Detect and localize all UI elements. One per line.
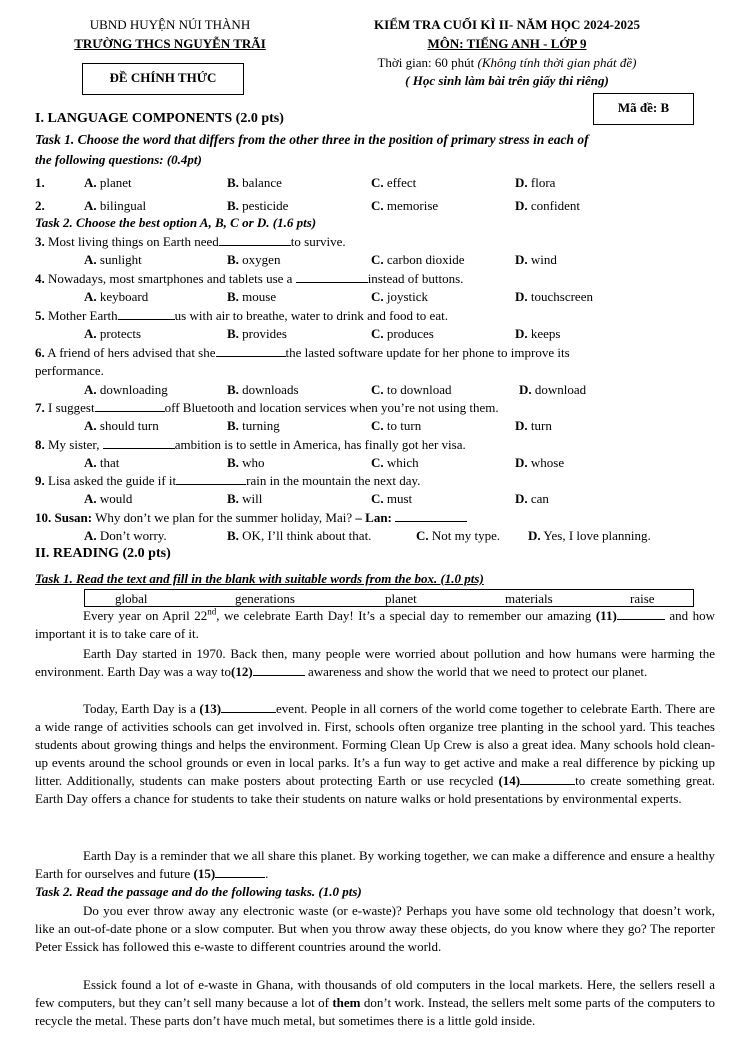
reading-passage-paragraph-2 bbox=[35, 976, 715, 1030]
question-number: 8. bbox=[35, 437, 45, 452]
answer-blank bbox=[296, 270, 368, 283]
question-stem: Most living things on Earth need bbox=[44, 234, 219, 249]
question-4-option-d[interactable] bbox=[515, 288, 593, 306]
reading-paragraph-1 bbox=[35, 607, 715, 643]
question-5 bbox=[35, 307, 448, 325]
option-letter: A. bbox=[84, 382, 97, 397]
question-5-option-c[interactable] bbox=[371, 325, 434, 343]
word-box-item: generations bbox=[235, 591, 295, 606]
option-text: whose bbox=[530, 455, 565, 470]
option-letter: A. bbox=[84, 175, 97, 190]
task1-item-number: 2. bbox=[35, 198, 45, 213]
question-stem: Mother Earth bbox=[44, 308, 118, 323]
option-letter: A. bbox=[84, 528, 97, 543]
blank-15 bbox=[215, 865, 265, 878]
option-letter: C. bbox=[371, 382, 384, 397]
option-letter: B. bbox=[227, 175, 239, 190]
option-text: effect bbox=[386, 175, 417, 190]
question-8-option-d[interactable] bbox=[515, 454, 564, 472]
word-box-item: planet bbox=[385, 591, 417, 606]
time-note: (Không tính thời gian phát đề) bbox=[477, 55, 637, 70]
subject-text: MÔN: TIẾNG ANH - LỚP 9 bbox=[427, 36, 587, 51]
p4-text-a: Earth Day is a reminder that we all share this planet. By working together, we can make a difference and ensure a healthy Earth for ourselves and future bbox=[35, 848, 715, 881]
question-6-option-a[interactable] bbox=[84, 381, 168, 399]
option-text: produces bbox=[386, 326, 434, 341]
reading-task1-title bbox=[35, 570, 484, 588]
reading-paragraph-4 bbox=[35, 847, 715, 883]
question-10-option-d[interactable] bbox=[528, 527, 651, 545]
reading-task2-title: Task 2. Read the passage and do the following tasks. (1.0 pts) bbox=[35, 884, 362, 899]
option-letter: A. bbox=[84, 289, 97, 304]
subject-line bbox=[330, 35, 684, 53]
answer-blank bbox=[219, 233, 291, 246]
q10-speaker1: Susan: bbox=[54, 510, 93, 525]
question-number: 3. bbox=[35, 234, 45, 249]
option-letter: C. bbox=[416, 528, 429, 543]
option-letter: A. bbox=[84, 252, 97, 267]
option-letter: A. bbox=[84, 198, 97, 213]
option-letter: D. bbox=[515, 455, 528, 470]
option-letter: B. bbox=[227, 252, 239, 267]
task1-item-2-option-c[interactable] bbox=[371, 197, 438, 215]
q10-blank bbox=[395, 509, 467, 522]
option-text: must bbox=[386, 491, 413, 506]
option-letter: D. bbox=[515, 418, 528, 433]
question-7-option-c[interactable] bbox=[371, 417, 421, 435]
option-letter: D. bbox=[515, 289, 528, 304]
question-7-option-b[interactable] bbox=[227, 417, 280, 435]
question-8-option-b[interactable] bbox=[227, 454, 265, 472]
question-9-option-c[interactable] bbox=[371, 490, 412, 508]
instruction-line: ( Học sinh làm bài trên giấy thi riêng) bbox=[405, 73, 609, 88]
question-9 bbox=[35, 472, 420, 490]
task1-item-2-option-d[interactable] bbox=[515, 197, 580, 215]
reading-paragraph-2 bbox=[35, 645, 715, 681]
option-letter: C. bbox=[371, 418, 384, 433]
task1-item-number: 1. bbox=[35, 175, 45, 190]
blank-15-number: (15) bbox=[193, 866, 216, 881]
task1-item-1-option-b[interactable] bbox=[227, 174, 282, 192]
option-text: that bbox=[99, 455, 120, 470]
option-text: joystick bbox=[386, 289, 429, 304]
question-9-option-b[interactable] bbox=[227, 490, 262, 508]
r2-bold-word: them bbox=[332, 995, 361, 1010]
option-text: downloads bbox=[242, 382, 299, 397]
blank-12 bbox=[253, 663, 305, 676]
question-stem-end: us with air to breathe, water to drink and food to eat. bbox=[174, 308, 448, 323]
question-number: 6. bbox=[35, 345, 45, 360]
option-letter: D. bbox=[515, 491, 528, 506]
question-10-option-c[interactable] bbox=[416, 527, 500, 545]
answer-blank bbox=[118, 307, 175, 320]
reading-paragraph-3 bbox=[35, 700, 715, 808]
district-name: UBND HUYỆN NÚI THÀNH bbox=[89, 17, 251, 32]
option-text: to turn bbox=[386, 418, 422, 433]
blank-13 bbox=[221, 700, 276, 713]
word-box-item: materials bbox=[505, 591, 553, 606]
question-stem-end: the lasted software update for her phone to improve its bbox=[285, 345, 570, 360]
option-text: balance bbox=[242, 175, 282, 190]
option-letter: C. bbox=[371, 175, 384, 190]
q10-speaker2: – Lan: bbox=[355, 510, 392, 525]
option-text: will bbox=[242, 491, 263, 506]
question-4 bbox=[35, 270, 463, 288]
option-text: flora bbox=[530, 175, 556, 190]
blank-11-number: (11) bbox=[595, 608, 617, 623]
option-text: keeps bbox=[530, 326, 561, 341]
question-stem-end: off Bluetooth and location services when you’re not using them. bbox=[164, 400, 499, 415]
question-stem: Lisa asked the guide if it bbox=[44, 473, 177, 488]
question-8-option-a[interactable] bbox=[84, 454, 119, 472]
question-stem: Nowadays, most smartphones and tablets use a bbox=[44, 271, 296, 286]
option-text: Not my type. bbox=[431, 528, 501, 543]
option-text: to download bbox=[386, 382, 452, 397]
answer-blank bbox=[216, 344, 286, 357]
option-text: planet bbox=[99, 175, 132, 190]
task2-title: Task 2. Choose the best option A, B, C or D. (1.6 pts) bbox=[35, 215, 317, 230]
question-3-option-a[interactable] bbox=[84, 251, 142, 269]
q10-line1: Why don’t we plan for the summer holiday, Mai? bbox=[92, 510, 356, 525]
question-stem: My sister, bbox=[44, 437, 103, 452]
p3-text-b: event. People in all corners of the world come together to celebrate Earth. There are a wide range of activities schools can get involved in. First, schools often organize tree planting in the school yard. This teaches students about growing things and helps the environment. Forming Clean Up Crew is also a great idea. Many schools hold clean-up events around the school grounds or even in local parks. It’s a fun way to get active and make a real difference by picking up litter. Additionally, students can make posters about protecting Earth or use recycled bbox=[35, 701, 716, 788]
option-text: bilingual bbox=[99, 198, 147, 213]
question-7 bbox=[35, 399, 499, 417]
p2-text-b: awareness and show the world that we need to protect our planet. bbox=[304, 664, 648, 679]
option-letter: C. bbox=[371, 326, 384, 341]
section2-title: II. READING (2.0 pts) bbox=[35, 546, 171, 561]
question-number: 5. bbox=[35, 308, 45, 323]
question-3-option-c[interactable] bbox=[371, 251, 465, 269]
blank-14-number: (14) bbox=[498, 773, 521, 788]
p1-text-a: Every year on April 22 bbox=[83, 608, 208, 623]
answer-blank bbox=[103, 436, 175, 449]
question-9-option-a[interactable] bbox=[84, 490, 132, 508]
option-letter: A. bbox=[84, 418, 97, 433]
question-3-option-b[interactable] bbox=[227, 251, 280, 269]
question-number: 9. bbox=[35, 473, 45, 488]
option-letter: B. bbox=[227, 326, 239, 341]
p3-text-a: Today, Earth Day is a bbox=[83, 701, 200, 716]
option-letter: A. bbox=[84, 455, 97, 470]
question-6-option-d[interactable] bbox=[519, 381, 586, 399]
question-10-option-a[interactable] bbox=[84, 527, 167, 545]
option-letter: D. bbox=[515, 198, 528, 213]
question-6 bbox=[35, 344, 570, 362]
option-text: which bbox=[386, 455, 419, 470]
option-letter: B. bbox=[227, 491, 239, 506]
option-letter: C. bbox=[371, 455, 384, 470]
task1-item-2-option-b[interactable] bbox=[227, 197, 288, 215]
option-letter: A. bbox=[84, 326, 97, 341]
question-4-option-c[interactable] bbox=[371, 288, 428, 306]
option-letter: B. bbox=[227, 455, 239, 470]
option-letter: B. bbox=[227, 289, 239, 304]
option-letter: D. bbox=[519, 382, 532, 397]
p1-sup: nd bbox=[207, 606, 217, 617]
option-text: oxygen bbox=[242, 252, 281, 267]
blank-12-number: (12) bbox=[231, 664, 253, 679]
option-text: turning bbox=[242, 418, 280, 433]
school-name-text: TRƯỜNG THCS NGUYỄN TRÃI bbox=[74, 36, 266, 51]
option-letter: D. bbox=[528, 528, 541, 543]
option-letter: B. bbox=[227, 418, 239, 433]
task1-item-2-option-a[interactable] bbox=[84, 197, 146, 215]
exam-code: Mã đề: B bbox=[617, 100, 670, 115]
task1-title-b: the following questions: (0.4pt) bbox=[35, 152, 202, 167]
option-text: who bbox=[242, 455, 265, 470]
option-letter: A. bbox=[84, 491, 97, 506]
answer-blank bbox=[95, 399, 165, 412]
option-text: touchscreen bbox=[530, 289, 593, 304]
option-text: provides bbox=[242, 326, 287, 341]
r2-text-b: don’t work. Instead, the sellers melt some parts of the computers to recycle the metal. These parts don’t have much metal, but sometimes there is a little gold inside. bbox=[35, 995, 715, 1028]
option-letter: B. bbox=[227, 382, 239, 397]
blank-14 bbox=[520, 772, 575, 785]
option-letter: B. bbox=[227, 198, 239, 213]
question-3 bbox=[35, 233, 346, 251]
question-10-option-b[interactable] bbox=[227, 527, 371, 545]
exam-title: KIỂM TRA CUỐI KÌ II- NĂM HỌC 2024-2025 bbox=[374, 17, 640, 32]
blank-13-number: (13) bbox=[199, 701, 222, 716]
question-number: 4. bbox=[35, 271, 45, 286]
option-text: turn bbox=[530, 418, 552, 433]
reading-task1-title-text: Task 1. Read the text and fill in the blank with suitable words from the box. (1.0 pts) bbox=[35, 571, 484, 586]
option-letter: D. bbox=[515, 326, 528, 341]
task1-item-1-option-c[interactable] bbox=[371, 174, 416, 192]
option-text: download bbox=[534, 382, 587, 397]
option-text: should turn bbox=[99, 418, 159, 433]
p4-text-b: . bbox=[265, 866, 269, 881]
question-stem-end: ambition is to settle in America, has finally got her visa. bbox=[174, 437, 466, 452]
option-text: downloading bbox=[99, 382, 168, 397]
question-7-option-d[interactable] bbox=[515, 417, 552, 435]
option-text: protects bbox=[99, 326, 142, 341]
question-9-option-d[interactable] bbox=[515, 490, 549, 508]
question-10 bbox=[35, 509, 467, 527]
option-letter: C. bbox=[371, 289, 384, 304]
question-6-option-b[interactable] bbox=[227, 381, 299, 399]
word-box-item: global bbox=[115, 591, 148, 606]
option-text: OK, I’ll think about that. bbox=[242, 528, 372, 543]
question-3-option-d[interactable] bbox=[515, 251, 557, 269]
p3-text-c: to create something great. Earth Day offers a chance for students to take their students on nature walks or hold presentations by environmental experts. bbox=[35, 773, 715, 806]
question-8-option-c[interactable] bbox=[371, 454, 419, 472]
question-5-option-d[interactable] bbox=[515, 325, 561, 343]
task1-item-1-option-d[interactable] bbox=[515, 174, 555, 192]
question-stem: I suggest bbox=[44, 400, 95, 415]
time-main: Thời gian: 60 phút bbox=[377, 55, 478, 70]
answer-blank bbox=[176, 472, 246, 485]
option-letter: C. bbox=[371, 491, 384, 506]
question-6-option-c[interactable] bbox=[371, 381, 452, 399]
question-4-option-a[interactable] bbox=[84, 288, 148, 306]
option-letter: B. bbox=[227, 528, 239, 543]
option-text: carbon dioxide bbox=[386, 252, 465, 267]
question-number: 7. bbox=[35, 400, 45, 415]
p2-text-a: Earth Day started in 1970. Back then, many people were worried about pollution and how humans were harming the environment. Earth Day was a way to bbox=[35, 646, 715, 679]
option-text: keyboard bbox=[99, 289, 149, 304]
question-continuation: performance. bbox=[35, 363, 104, 378]
question-stem: A friend of hers advised that she bbox=[44, 345, 216, 360]
task1-title-a: Task 1. Choose the word that differs from the other three in the position of primary stress in each of bbox=[35, 132, 589, 147]
question-stem-end: rain in the mountain the next day. bbox=[246, 473, 421, 488]
r2-text-a: Essick found a lot of e-waste in Ghana, with thousands of old computers in the local markets. Here, the sellers resell a few computers, but they can’t sell many because a lot of bbox=[35, 977, 715, 1010]
option-letter: D. bbox=[515, 252, 528, 267]
school-name bbox=[40, 35, 300, 53]
q10-number: 10. bbox=[35, 510, 52, 525]
question-stem-end: instead of buttons. bbox=[367, 271, 464, 286]
option-letter: D. bbox=[515, 175, 528, 190]
question-4-option-b[interactable] bbox=[227, 288, 276, 306]
option-text: wind bbox=[530, 252, 557, 267]
question-stem-end: to survive. bbox=[290, 234, 346, 249]
option-text: mouse bbox=[242, 289, 277, 304]
option-letter: C. bbox=[371, 198, 384, 213]
question-7-option-a[interactable] bbox=[84, 417, 159, 435]
option-text: would bbox=[99, 491, 133, 506]
option-text: Yes, I love planning. bbox=[543, 528, 651, 543]
option-text: Don’t worry. bbox=[99, 528, 167, 543]
reading-passage-paragraph-1: Do you ever throw away any electronic waste (or e-waste)? Perhaps you have some old technology that doesn’t work, like an out-of-date phone or a slow computer. But when you throw away these objects, do you know where they go? The reporter Peter Essick has followed this e-waste to different countries around the world. bbox=[35, 903, 715, 954]
option-text: can bbox=[530, 491, 549, 506]
option-text: pesticide bbox=[242, 198, 289, 213]
section1-title: I. LANGUAGE COMPONENTS (2.0 pts) bbox=[35, 111, 284, 126]
question-5-option-a[interactable] bbox=[84, 325, 141, 343]
time-line bbox=[330, 54, 684, 72]
p1-text-d: and how important it is to take care of it. bbox=[35, 608, 715, 641]
blank-11 bbox=[617, 607, 665, 620]
option-text: sunlight bbox=[99, 252, 142, 267]
task1-item-1-option-a[interactable] bbox=[84, 174, 132, 192]
word-box bbox=[84, 589, 694, 607]
question-8 bbox=[35, 436, 466, 454]
option-text: memorise bbox=[386, 198, 439, 213]
option-letter: C. bbox=[371, 252, 384, 267]
option-text: confident bbox=[530, 198, 580, 213]
p1-text-b: , we celebrate Earth Day! It’s a special day to remember our amazing bbox=[216, 608, 592, 623]
word-box-item: raise bbox=[630, 591, 655, 606]
question-5-option-b[interactable] bbox=[227, 325, 287, 343]
official-label: ĐỀ CHÍNH THỨC bbox=[109, 70, 217, 85]
